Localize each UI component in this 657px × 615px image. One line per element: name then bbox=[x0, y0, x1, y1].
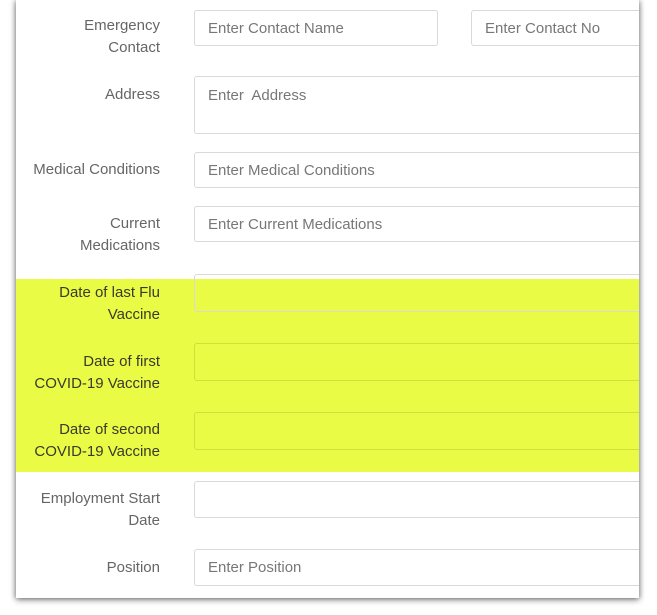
current-medications-label: Current Medications bbox=[79, 215, 160, 254]
emergency-contact-number-input[interactable] bbox=[471, 10, 639, 46]
flu-vaccine-date-input[interactable] bbox=[194, 274, 639, 312]
covid-second-date-input[interactable] bbox=[194, 412, 639, 450]
address-textarea[interactable] bbox=[194, 76, 639, 134]
employment-start-label: Employment Start Date bbox=[40, 490, 160, 529]
emergency-contact-label: Emergency Contact bbox=[84, 17, 160, 56]
covid-second-label: Date of second COVID-19 Vaccine bbox=[34, 421, 160, 460]
covid-first-label: Date of first COVID-19 Vaccine bbox=[34, 353, 160, 392]
position-input[interactable] bbox=[194, 549, 639, 586]
medical-conditions-label: Medical Conditions bbox=[33, 161, 160, 178]
position-label: Position bbox=[106, 559, 160, 576]
flu-vaccine-label: Date of last Flu Vaccine bbox=[59, 284, 160, 323]
current-medications-input[interactable] bbox=[194, 206, 639, 242]
address-label: Address bbox=[104, 86, 160, 103]
emergency-contact-name-input[interactable] bbox=[194, 10, 438, 46]
employment-start-date-input[interactable] bbox=[194, 481, 639, 518]
medical-conditions-input[interactable] bbox=[194, 152, 639, 188]
covid-first-date-input[interactable] bbox=[194, 343, 639, 381]
form-card bbox=[16, 0, 639, 598]
